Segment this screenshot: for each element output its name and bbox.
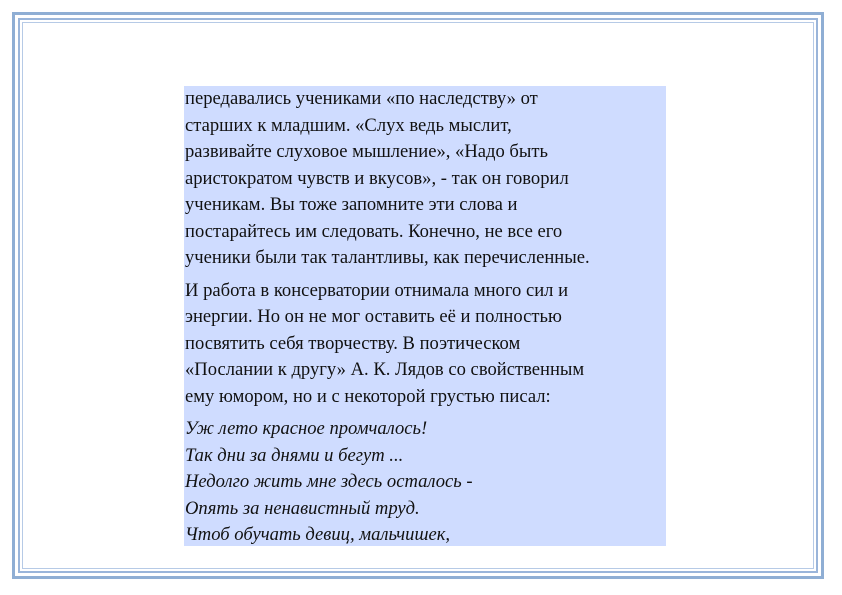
text-line: «Послании к другу» А. К. Лядов со свойственным <box>185 359 585 380</box>
paragraph-2 <box>185 278 666 411</box>
poem-line: Чтоб обучать девиц, мальчишек, <box>185 524 451 545</box>
text-line: И работа в консерватории отнимала много сил и <box>185 279 569 301</box>
text-line: передавались учениками «по наследству» от <box>185 88 538 109</box>
text-line: посвятить себя творчеству. В поэтическом <box>185 332 521 354</box>
paragraph-1 <box>185 86 666 272</box>
text-line: развивайте слуховое мышление», «Надо быть <box>185 141 548 162</box>
text-line: энергии. Но он не мог оставить её и полностью <box>185 306 562 327</box>
text-line: аристократом чувств и вкусов», - так он говорил <box>185 167 569 189</box>
text-line: ученики были так талантливы, как перечисленные. <box>185 247 590 268</box>
text-line: ученикам. Вы тоже запомните эти слова и <box>185 194 518 215</box>
poem <box>185 416 666 546</box>
poem-line: Так дни за днями и бегут ... <box>185 444 404 466</box>
text-box <box>184 86 666 546</box>
poem-line: Уж лето красное промчалось! <box>185 418 428 439</box>
text-line: ему юмором, но и с некоторой грустью писал: <box>185 385 551 407</box>
text-line: постарайтесь им следовать. Конечно, не все его <box>185 220 563 242</box>
poem-line: Недолго жить мне здесь осталось - <box>185 471 473 492</box>
text-line: старших к младшим. «Слух ведь мыслит, <box>185 114 512 136</box>
poem-line: Опять за ненавистный труд. <box>185 497 420 519</box>
